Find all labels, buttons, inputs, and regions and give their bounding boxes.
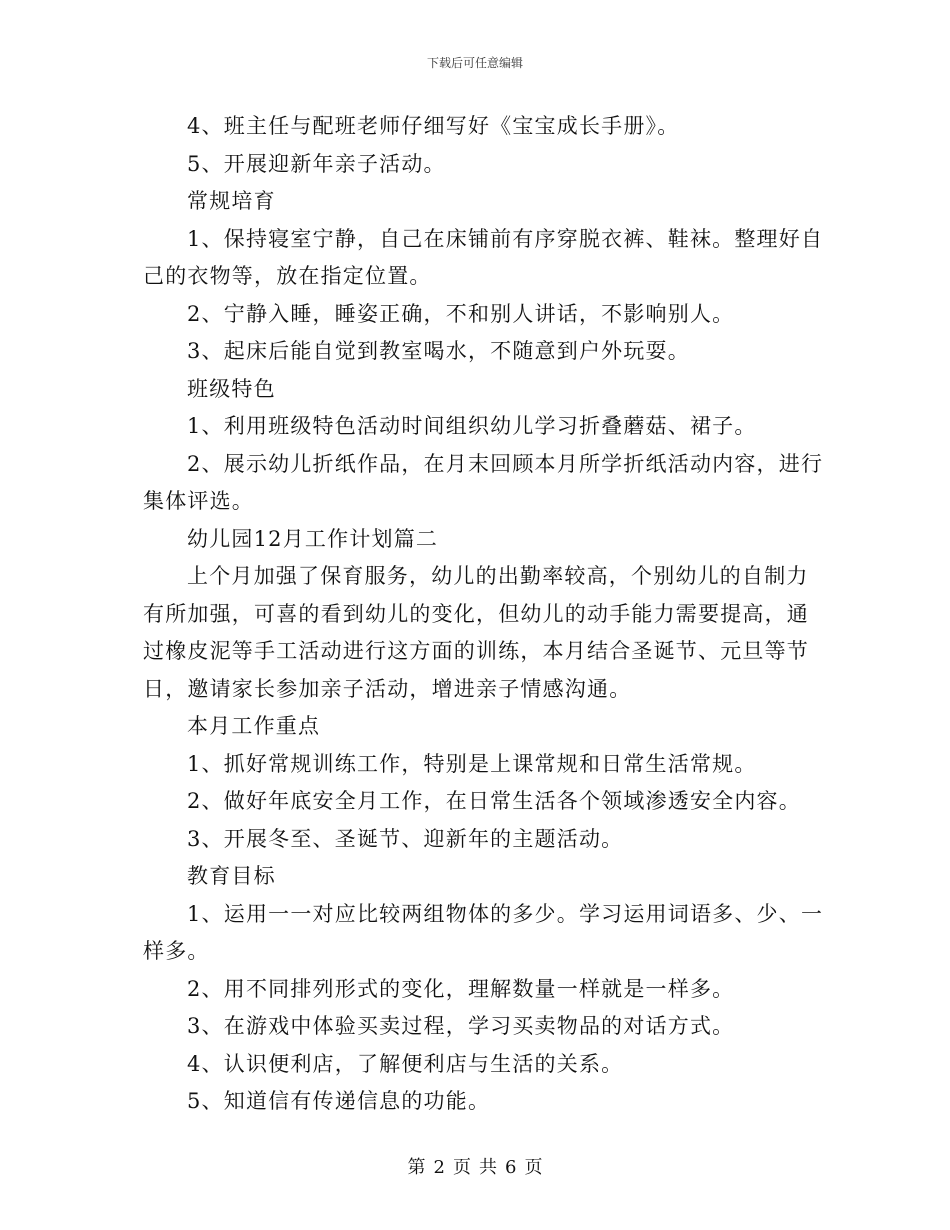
footer-total-pages: 6 [505,1157,517,1178]
header-text: 下载后可任意编辑 [426,56,523,70]
footer-current-page: 2 [433,1157,445,1178]
paragraph-line: 2、做好年底安全月工作，在日常生活各个领域渗透安全内容。 [187,789,801,813]
paragraph-line: 有所加强，可喜的看到幼儿的变化，但幼儿的动手能力需要提高，通 [143,601,809,626]
paragraph-line: 3、在游戏中体验买卖过程，学习买卖物品的对话方式。 [187,1014,735,1038]
paragraph-line: 2、展示幼儿折纸作品，在月末回顾本月所学折纸活动内容，进行 [187,451,824,476]
paragraph-line: 日，邀请家长参加亲子活动，增进亲子情感沟通。 [143,676,632,701]
paragraph-line: 5、知道信有传递信息的功能。 [187,1089,491,1113]
paragraph-line: 1、利用班级特色活动时间组织幼儿学习折叠蘑菇、裙子。 [187,414,757,438]
footer-label-total-unit: 页 [524,1157,543,1178]
section-heading: 班级特色 [187,376,276,401]
paragraph-line: 4、班主任与配班老师仔细写好《宝宝成长手册》。 [187,114,680,138]
document-body [143,108,824,1121]
paragraph-line: 集体评选。 [143,489,254,513]
footer-label-page-unit: 页 [453,1157,471,1178]
paragraph-line: 5、开展迎新年亲子活动。 [187,151,446,176]
paragraph-line: 1、保持寝室宁静，自己在床铺前有序穿脱衣裤、鞋袜。整理好自 [187,226,824,251]
paragraph-line: 2、用不同排列形式的变化，理解数量一样就是一样多。 [187,976,735,1001]
paragraph-line: 2、宁静入睡，睡姿正确，不和别人讲话，不影响别人。 [187,301,735,326]
paragraph-line: 3、起床后能自觉到教室喝水，不随意到户外玩耍。 [187,339,690,363]
paragraph-line: 1、抓好常规训练工作，特别是上课常规和日常生活常规。 [187,751,757,776]
section-heading: 教育目标 [187,864,276,888]
page-header [0,54,950,71]
section-heading: 本月工作重点 [187,714,321,738]
footer-label-page: 第 [407,1157,426,1178]
paragraph-line: 1、运用一一对应比较两组物体的多少。学习运用词语多、少、一 [187,901,824,926]
paragraph-line: 上个月加强了保育服务，幼儿的出勤率较高，个别幼儿的自制力 [187,564,809,588]
section-heading: 幼儿园12月工作计划篇二 [187,526,439,551]
paragraph-line: 样多。 [143,939,210,963]
paragraph-line: 己的衣物等，放在指定位置。 [143,264,432,288]
footer-label-total: 共 [479,1157,497,1178]
paragraph-line: 3、开展冬至、圣诞节、迎新年的主题活动。 [187,826,624,851]
section-heading: 常规培育 [187,189,276,213]
paragraph-line: 4、认识便利店，了解便利店与生活的关系。 [187,1051,624,1076]
page-footer [0,1153,950,1179]
paragraph-line: 过橡皮泥等手工活动进行这方面的训练，本月结合圣诞节、元旦等节 [143,639,809,663]
